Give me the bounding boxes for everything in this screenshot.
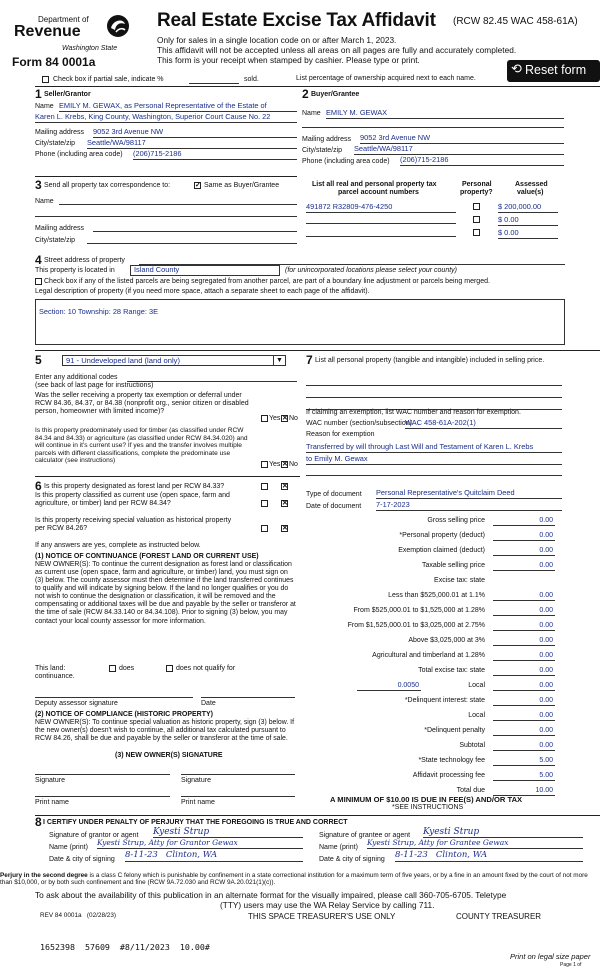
- buyer-city-field[interactable]: Seattle/WA/98117: [354, 145, 564, 155]
- owner-signature-label-1: Signature: [35, 777, 65, 784]
- accessibility-note-1: To ask about the availability of this publication in an alternate format for the visually impaired, please call 360-705-6705. Teletype: [35, 890, 507, 900]
- owner-signature-field-1[interactable]: [35, 769, 170, 775]
- dor-logo-revenue: Revenue: [14, 23, 81, 40]
- section-number: 7: [306, 353, 313, 367]
- buyer-name-label: Name: [302, 110, 321, 117]
- ownership-note: List percentage of ownership acquired next to each name.: [296, 75, 476, 82]
- seller-name-line2[interactable]: Karen L. Krebs, King County, Washington, Superior Court Cause No. 22: [35, 113, 297, 123]
- reset-icon: ⟲: [511, 61, 522, 76]
- calc-tier2-row: [305, 607, 555, 619]
- seller-name-label: Name: [35, 103, 54, 110]
- legal-description-text: Section: 10 Township: 28 Range: 3E: [39, 307, 159, 316]
- doc-date-field[interactable]: 7-17-2023: [376, 501, 562, 511]
- assessed-value-1[interactable]: $ 200,000.00: [498, 203, 558, 213]
- header-note-1: Only for sales in a single location code on or after March 1, 2023.: [157, 35, 397, 45]
- grantee-signature-label: Signature of grantee or agent: [319, 832, 411, 839]
- section-number: 2: [302, 87, 309, 101]
- timber-yes-label: Yes: [269, 461, 281, 468]
- additional-codes-field[interactable]: [127, 374, 297, 382]
- deputy-signature-label: Deputy assessor signature: [35, 700, 118, 707]
- compliance-body: NEW OWNER(S): To continue special valuation as historic property, sign (3) below. If the new owner(s) doesn't wish to continue, all additional tax calculated pursuant to RCW 84.26, shall be due and payable by the seller or transferor at the time of sale.: [35, 719, 295, 743]
- buyer-section: [302, 88, 564, 170]
- forest-land-section: [35, 479, 300, 814]
- section-number: 4: [35, 253, 42, 267]
- segregated-label: Check box if any of the listed parcels are being segregated from another parcel, are part of a boundary line adjustment or parcels being merged.: [44, 278, 490, 285]
- continuance-body: NEW OWNER(S): To continue the current designation as forest land or classification as current use (open space, farm and agriculture, or timber) land, you must sign on (3) below. The county assessor must then determine if the land transferred continues to qualify and will indicate by signing below. If the land no longer qualifies or you do not wish to continue the designation or classification, it will be removed and the compensating or additional taxes will be due and payable by the seller or transferor at the time of sale (RCW 84.33.140 or 84.34.108). Prior to signing (3) below, you may contact your local county assessor for more information.: [35, 561, 296, 625]
- this-land-label: This land:: [35, 665, 66, 672]
- seller-phone-field[interactable]: (206)715-2186: [133, 150, 297, 160]
- page-number: Page 1 of: [560, 962, 582, 968]
- exemption-yes-label: Yes: [269, 415, 281, 422]
- codes-instructions: (see back of last page for instructions): [35, 382, 154, 389]
- section-number: 1: [35, 87, 42, 101]
- continuance-heading: (1) NOTICE OF CONTINUANCE (FOREST LAND OR CURRENT USE): [35, 553, 259, 560]
- calc-delinq-local-row: [305, 712, 555, 724]
- dor-logo-state: Washington State: [62, 45, 118, 52]
- new-owner-sig-heading: (3) NEW OWNER(S) SIGNATURE: [115, 752, 223, 759]
- county-select[interactable]: Island County: [130, 265, 280, 276]
- parcel-head-1: List all real and personal property tax: [312, 181, 437, 188]
- calc-tier2-label: From $525,000.01 to $1,525,000 at 1.28%: [353, 607, 485, 614]
- parcel-number-2[interactable]: [306, 216, 456, 224]
- seller-heading: Seller/Grantor: [44, 91, 91, 98]
- land-does-label: does: [119, 665, 135, 672]
- personal-property-checkbox-3[interactable]: [473, 229, 480, 236]
- personal-property-section: [306, 354, 566, 514]
- calc-local-value[interactable]: 0.00: [493, 682, 555, 691]
- calc-delinq-local-label: Local: [468, 712, 485, 719]
- calc-local-row: [305, 682, 555, 694]
- owner-print-label-1: Print name: [35, 799, 69, 806]
- header-note-3: This form is your receipt when stamped by cashier. Please type or print.: [157, 55, 420, 65]
- reset-form-button[interactable]: [507, 60, 600, 82]
- personal-property-checkbox-1[interactable]: [473, 203, 480, 210]
- county-treasurer-label: COUNTY TREASURER: [456, 912, 542, 921]
- calc-tier5-value[interactable]: 0.00: [493, 652, 555, 661]
- calc-tier3-row: [305, 622, 555, 634]
- owner-print-field-1[interactable]: [35, 791, 170, 797]
- timber-no-checkbox[interactable]: ✕: [282, 461, 288, 468]
- section-number: 8: [35, 815, 42, 829]
- buyer-phone-label: Phone (including area code): [302, 158, 390, 165]
- legal-description-field[interactable]: [35, 299, 565, 345]
- unincorporated-note: (for unincorporated locations please select your county): [285, 267, 457, 274]
- calc-tech-row: [305, 757, 555, 769]
- calc-total-due-value[interactable]: 10.00: [493, 787, 555, 796]
- land-use-section: [35, 354, 300, 474]
- partial-sale-percent[interactable]: [189, 76, 239, 84]
- buyer-name-line2[interactable]: [302, 120, 564, 128]
- page-title: Real Estate Excise Tax Affidavit: [157, 10, 436, 31]
- calc-tier1-label: Less than $525,000.01 at 1.1%: [388, 592, 485, 599]
- parcel-head-2: parcel account numbers: [338, 189, 419, 196]
- chevron-down-icon: ▼: [273, 356, 285, 366]
- calc-affidavit-row: [305, 772, 555, 784]
- grantor-signature-label: Signature of grantor or agent: [49, 832, 139, 839]
- seller-mail-label: Mailing address: [35, 129, 85, 136]
- continuance-label: continuance.: [35, 673, 75, 680]
- perjury-bold: Perjury in the second degree: [0, 872, 88, 879]
- calc-tier4-row: [305, 637, 555, 649]
- see-instructions-note: *SEE INSTRUCTIONS: [392, 804, 464, 811]
- calc-subtotal-label: Subtotal: [459, 742, 485, 749]
- calc-gross-row: [305, 517, 555, 529]
- grantor-date-label: Date & city of signing: [49, 856, 115, 863]
- assessed-value-2[interactable]: $ 0.00: [498, 216, 558, 226]
- calc-subtotal-row: [305, 742, 555, 754]
- calc-total-state-row: [305, 667, 555, 679]
- calc-personal-value[interactable]: 0.00: [493, 532, 555, 541]
- grantee-signature-field[interactable]: Kyesti Strup: [423, 827, 583, 838]
- exemption-question: Was the seller receiving a property tax exemption or deferral under RCW 84.36, 84.37, or 84.38 (nonprofit org., senior citizen or disabled person, homeowner with limited income)?: [35, 392, 249, 416]
- personal-property-field-2[interactable]: [306, 390, 562, 398]
- treasurer-use-label: THIS SPACE TREASURER'S USE ONLY: [248, 912, 396, 921]
- header-note-2: This affidavit will not be accepted unless all areas on all pages are fully and accurately completed.: [157, 45, 517, 55]
- property-section: [35, 254, 565, 350]
- calc-tech-label: *State technology fee: [418, 757, 485, 764]
- correspondence-section: [35, 179, 297, 249]
- personal-property-label: List all personal property (tangible and intangible) included in selling price.: [315, 357, 545, 364]
- calc-tier1-row: [305, 592, 555, 604]
- calc-exempt-value[interactable]: 0.00: [493, 547, 555, 556]
- dor-logo-dept: Department of: [38, 15, 89, 24]
- grantor-date-field[interactable]: 8-11-23 Clinton, WA: [125, 851, 303, 862]
- historic-yes-checkbox[interactable]: [261, 525, 268, 532]
- forest-question: Is this property designated as forest land per RCW 84.33?: [44, 483, 225, 490]
- calc-penalty-value[interactable]: 0.00: [493, 727, 555, 736]
- deputy-date-field[interactable]: [201, 692, 295, 698]
- calc-tier2-value[interactable]: 0.00: [493, 607, 555, 616]
- buyer-city-label: City/state/zip: [302, 147, 343, 154]
- partial-sale-label: Check box if partial sale, indicate %: [53, 76, 164, 83]
- perjury-text: is a class C felony which is punishable by confinement in a state correctional institution for a maximum term of five years, or by a fine in an amount fixed by the court of not more than $10,000, or by both such confinement and fine (RCW 9A.72.030 and RCW 9A.20.021(1)(c)).: [0, 872, 588, 887]
- calc-exempt-row: [305, 547, 555, 559]
- personal-property-field-1[interactable]: [306, 378, 562, 386]
- timber-no-label: No: [289, 461, 298, 468]
- calc-penalty-label: *Delinquent penalty: [424, 727, 485, 734]
- partial-sold-label: sold.: [244, 76, 259, 83]
- segregated-checkbox[interactable]: [35, 278, 42, 285]
- calc-personal-row: [305, 532, 555, 544]
- land-does-checkbox[interactable]: [109, 665, 116, 672]
- correspondence-name-label: Name: [35, 198, 54, 205]
- land-use-select[interactable]: [62, 355, 286, 366]
- timber-question: Is this property predominately used for timber (as classified under RCW 84.34 and 84.33) or agriculture (as classified under RCW 84.34.020) and will continue in it's current use? If yes and the transfer involves multiple parcels with different classifications, complete the predominate use calculator (see instructions): [35, 427, 248, 465]
- personal-head-2: property?: [460, 189, 493, 196]
- exemption-instruction: If claiming an exemption, list WAC number and reason for exemption.: [306, 409, 521, 416]
- correspondence-name-line2[interactable]: [35, 209, 297, 217]
- grantor-name-field[interactable]: Kyesti Strup, Atty for Grantor Gewax: [97, 839, 303, 849]
- calc-subtotal-value[interactable]: 0.00: [493, 742, 555, 751]
- buyer-mail-field[interactable]: 9052 3rd Avenue NW: [360, 134, 564, 144]
- exemption-reason-line2[interactable]: to Emily M. Gewax: [306, 455, 562, 465]
- wac-field[interactable]: WAC 458-61A-202(1): [405, 419, 562, 429]
- accessibility-note-2: (TTY) users may use the WA Relay Service by calling 711.: [220, 900, 435, 910]
- calc-tier5-label: Agricultural and timberland at 1.28%: [372, 652, 485, 659]
- calc-tier4-label: Above $3,025,000 at 3%: [408, 637, 485, 644]
- calc-taxable-value[interactable]: 0.00: [493, 562, 555, 571]
- calc-gross-value[interactable]: 0.00: [493, 517, 555, 526]
- exemption-reason-label: Reason for exemption: [306, 431, 375, 438]
- current-use-question: Is this property classified as current use (open space, farm and agriculture, or timber) land per RCW 84.34?: [35, 492, 230, 508]
- calc-local-rate[interactable]: 0.0050: [357, 682, 421, 691]
- perjury-notice: [0, 872, 596, 887]
- calc-taxable-label: Taxable selling price: [421, 562, 485, 569]
- personal-head-1: Personal: [462, 181, 492, 188]
- assessed-head-1: Assessed: [515, 181, 548, 188]
- historic-question: Is this property receiving special valuation as historical property per RCW 84.26?: [35, 517, 232, 533]
- calc-affidavit-value[interactable]: 5.00: [493, 772, 555, 781]
- correspondence-label: Send all property tax correspondence to:: [44, 182, 171, 189]
- revision-label: REV 84 0001a (02/28/23): [40, 912, 117, 919]
- owner-print-label-2: Print name: [181, 799, 215, 806]
- buyer-heading: Buyer/Grantee: [311, 91, 360, 98]
- additional-codes-label: Enter any additional codes: [35, 374, 118, 381]
- historic-no-checkbox[interactable]: ✕: [282, 525, 288, 532]
- street-address-label: Street address of property: [44, 257, 125, 264]
- correspondence-city-label: City/state/zip: [35, 237, 76, 244]
- title-rcw: (RCW 82.45 WAC 458-61A): [453, 16, 578, 27]
- partial-sale-checkbox[interactable]: [42, 76, 49, 83]
- seller-mail-field[interactable]: 9052 3rd Avenue NW: [93, 128, 297, 138]
- reset-label: Reset form: [525, 63, 587, 77]
- legal-description-label: Legal description of property (if you need more space, attach a separate sheet to each page of the affidavit).: [35, 288, 370, 295]
- compliance-heading: (2) NOTICE OF COMPLIANCE (HISTORIC PROPERTY): [35, 711, 213, 718]
- calc-affidavit-label: Affidavit processing fee: [412, 772, 485, 779]
- doc-date-label: Date of document: [306, 503, 362, 510]
- calc-local-label: Local: [468, 682, 485, 689]
- minimum-due-note: A MINIMUM OF $10.00 IS DUE IN FEE(S) AND/OR TAX: [330, 795, 523, 804]
- land-does-not-label: does not qualify for: [176, 665, 236, 672]
- seller-city-field[interactable]: Seattle/WA/98117: [87, 139, 297, 149]
- assessed-value-3[interactable]: $ 0.00: [498, 229, 558, 239]
- current-use-yes-checkbox[interactable]: [261, 500, 268, 507]
- same-as-buyer-label: Same as Buyer/Grantee: [204, 182, 280, 189]
- buyer-mail-label: Mailing address: [302, 136, 352, 143]
- buyer-phone-field[interactable]: (206)715-2186: [400, 156, 564, 166]
- calc-delinq-state-row: [305, 697, 555, 709]
- grantee-name-label: Name (print): [319, 844, 358, 851]
- land-does-not-checkbox[interactable]: [166, 665, 173, 672]
- calc-personal-label: *Personal property (deduct): [399, 532, 485, 539]
- exemption-yes-checkbox[interactable]: [261, 415, 268, 422]
- legal-size-note: Print on legal size paper: [510, 952, 591, 961]
- if-yes-instruction: If any answers are yes, complete as instructed below.: [35, 542, 201, 549]
- grantor-name-label: Name (print): [49, 844, 88, 851]
- certify-statement: I CERTIFY UNDER PENALTY OF PERJURY THAT THE FOREGOING IS TRUE AND CORRECT: [43, 819, 348, 826]
- correspondence-mail-label: Mailing address: [35, 225, 85, 232]
- form-number: Form 84 0001a: [12, 55, 96, 69]
- assessed-head-2: value(s): [517, 189, 544, 196]
- calc-delinq-state-label: *Delinquent interest: state: [404, 697, 485, 704]
- deputy-date-label: Date: [201, 700, 216, 707]
- street-address-field[interactable]: [139, 257, 565, 265]
- calc-tech-value[interactable]: 5.00: [493, 757, 555, 766]
- personal-property-checkbox-2[interactable]: [473, 216, 480, 223]
- owner-signature-field-2[interactable]: [181, 769, 295, 775]
- grantee-date-field[interactable]: 8-11-23 Clinton, WA: [395, 851, 583, 862]
- calc-penalty-row: [305, 727, 555, 739]
- owner-print-field-2[interactable]: [181, 791, 295, 797]
- buyer-name-field[interactable]: EMILY M. GEWAX: [326, 109, 564, 119]
- seller-city-label: City/state/zip: [35, 140, 76, 147]
- calc-total-state-label: Total excise tax: state: [418, 667, 485, 674]
- correspondence-name-field[interactable]: [59, 197, 297, 205]
- section-number: 5: [35, 353, 42, 367]
- calc-excise-heading-row: [305, 577, 555, 589]
- timber-yes-checkbox[interactable]: [261, 461, 268, 468]
- calc-exempt-label: Exemption claimed (deduct): [398, 547, 485, 554]
- section-number: 3: [35, 178, 42, 192]
- certification-section: [35, 817, 600, 869]
- calc-tier3-value[interactable]: 0.00: [493, 622, 555, 631]
- calc-tier4-value[interactable]: 0.00: [493, 637, 555, 646]
- grantee-date-label: Date & city of signing: [319, 856, 385, 863]
- doc-type-field[interactable]: Personal Representative's Quitclaim Deed: [376, 489, 562, 499]
- receipt-stamp: 1652398 57609 #8/11/2023 10.00#: [40, 942, 210, 952]
- calc-gross-label: Gross selling price: [427, 517, 485, 524]
- parcel-table: [302, 179, 564, 249]
- correspondence-mail-field[interactable]: [93, 224, 297, 232]
- partial-sale-row: [42, 75, 302, 85]
- parcel-number-3[interactable]: [306, 229, 456, 237]
- deputy-signature-field[interactable]: [35, 692, 193, 698]
- exemption-no-label: No: [289, 415, 298, 422]
- seller-name-line1[interactable]: EMILY M. GEWAX, as Personal Representative of the Estate of: [59, 102, 297, 112]
- calc-taxable-row: [305, 562, 555, 574]
- dor-swirl-icon: [106, 13, 130, 39]
- wac-label: WAC number (section/subsection): [306, 420, 412, 427]
- current-use-no-checkbox[interactable]: ✕: [282, 500, 288, 507]
- calc-tier1-value[interactable]: 0.00: [493, 592, 555, 601]
- land-use-value: 91 - Undeveloped land (land only): [66, 356, 180, 365]
- exemption-reason-line1[interactable]: Transferred by will through Last Will and Testament of Karen L. Krebs: [306, 443, 562, 453]
- calc-excise-heading: Excise tax: state: [434, 577, 485, 584]
- same-as-buyer-checkbox[interactable]: ✓: [195, 182, 201, 189]
- grantor-signature-field[interactable]: Kyesti Strup: [153, 827, 303, 838]
- calc-total-due-label: Total due: [456, 787, 485, 794]
- seller-section: [35, 88, 297, 170]
- calc-delinq-state-value[interactable]: 0.00: [493, 697, 555, 706]
- section-number: 6: [35, 479, 42, 493]
- calc-tier5-row: [305, 652, 555, 664]
- forest-yes-checkbox[interactable]: [261, 483, 268, 490]
- doc-type-label: Type of document: [306, 491, 362, 498]
- located-in-label: This property is located in: [35, 267, 115, 274]
- owner-signature-label-2: Signature: [181, 777, 211, 784]
- calc-delinq-local-value[interactable]: 0.00: [493, 712, 555, 721]
- forest-no-checkbox[interactable]: ✕: [282, 483, 288, 490]
- exemption-no-checkbox[interactable]: ✕: [282, 415, 288, 422]
- parcel-number-1[interactable]: 491872 R32809-476-4250: [306, 203, 456, 213]
- calc-tier3-label: From $1,525,000.01 to $3,025,000 at 2.75%: [347, 622, 485, 629]
- dor-logo: [10, 12, 130, 60]
- calc-total-state-value[interactable]: 0.00: [493, 667, 555, 676]
- grantee-name-field[interactable]: Kyesti Strup, Atty for Grantee Gewax: [367, 839, 583, 849]
- correspondence-city-field[interactable]: [87, 236, 297, 244]
- exemption-reason-line3[interactable]: [306, 468, 562, 476]
- seller-phone-label: Phone (including area code): [35, 151, 123, 158]
